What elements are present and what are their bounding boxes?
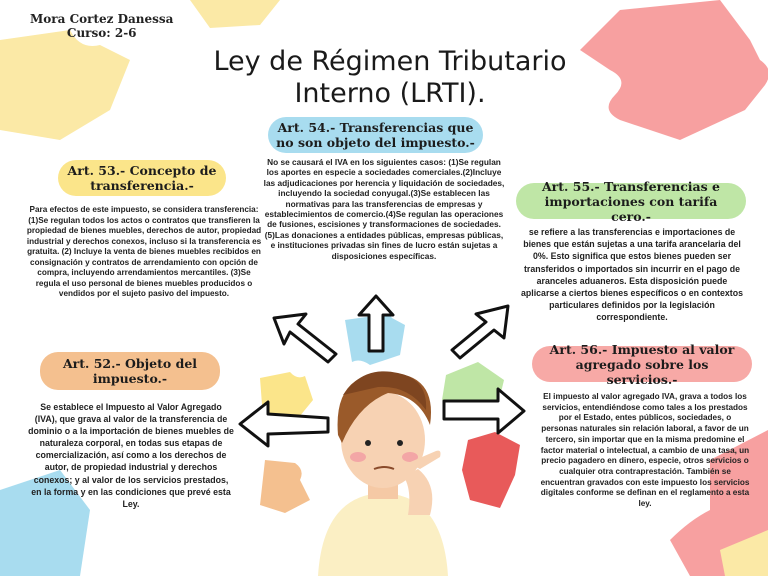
arrow-up-right-icon [440,300,512,360]
puzzle-piece-red-icon [460,430,525,510]
art53-heading: Art. 53.- Concepto de transferencia.- [58,160,226,196]
thinking-character-illustration [308,365,458,576]
puzzle-piece-top-small-icon [190,0,280,30]
art55-body: se refiere a las transferencias e importaciones de bienes que están sujetas a una tarifa arancelaria del 0%. Esto significa que estos bienes pueden ser transferidos o importados sin incurrir en el pago de aranceles aduaneros. Esta disposición puede aplicarse a ciertos bienes específicos o en contextos particulares definidos por la legislación correspondiente. [521,227,743,323]
art52-heading: Art. 52.- Objeto del impuesto.- [40,352,220,390]
page-title [160,46,620,110]
course-label: Curso: 2-6 [66,26,137,40]
page-title-line2: Interno (LRTI). [294,78,486,109]
art52-body: Se establece el Impuesto al Valor Agregado (IVA), que grava al valor de la transferencia de dominio o a la importación de bienes muebles de naturaleza corporal, en todas sus etapas de comercialización, así como a los derechos de autor, de propiedad industrial y derechos conexos; y al valor de los servicios prestados, en la forma y en las condiciones que prevé esta Ley. [28,402,234,509]
page-title-line1: Ley de Régimen Tributario [213,46,567,77]
puzzle-piece-top-left-icon [0,30,150,150]
arrow-up-left-icon [270,310,340,365]
art54-heading: Art. 54.- Transferencias que no son objeto del impuesto.- [268,117,483,153]
arrow-up-icon [356,293,396,355]
art54-body: No se causará el IVA en los siguientes casos: (1)Se regulan los aportes en especie a sociedades comerciales.(2)Incluye las adjudicaciones por herencia y liquidación de sociedades, incluyendo la sociedad conyugal.(3)Se establecen las normativas para las transferencias de empresas y establecimientos de comercio.(4)Se regulan las operaciones de fusiones, escisiones y transformaciones de sociedades.(5)Las donaciones a entidades públicas, empresas públicas, e instituciones privadas sin fines de lucro están sujetas a disposiciones específicas. [263,157,505,261]
author-name: Mora Cortez Danessa [30,12,174,26]
art56-heading: Art. 56.- Impuesto al valor agregado sobre los servicios.- [532,346,752,382]
author-block [30,12,173,40]
art53-body: Para efectos de este impuesto, se considera transferencia: (1)Se regulan todos los actos o contratos que transfieren la propiedad de bienes muebles, derechos de autor, propiedad industrial y derechos conexos, incluso si la transferencia es gratuita. (2) Incluye la venta de bienes muebles recibidos en consignación y contratos de arrendamiento con opción de compra, incluyendo arrendamientos mercantiles. (3)Se regula el uso personal de bienes muebles producidos o vendidos por el sujeto pasivo del impuesto. [26,205,262,298]
art56-body: El impuesto al valor agregado IVA, grava a todos los servicios, entendiéndose como tales a los prestados por el Estado, entes públicos, sociedades, o personas naturales sin relación laboral, a favor de un tercero, sin importar que en la misma predomine el factor material o intelectual, a cambio de una tasa, un precio pagadero en dinero, especie, otros servicios o cualquier otra contraprestación. También se encuentran gravados con este impuesto los servicios digitales conforme se definan en el reglamento a esta ley. [540,392,750,509]
puzzle-piece-orange-icon [255,455,315,515]
art55-heading: Art. 55.- Transferencias e importaciones con tarifa cero.- [516,183,746,219]
